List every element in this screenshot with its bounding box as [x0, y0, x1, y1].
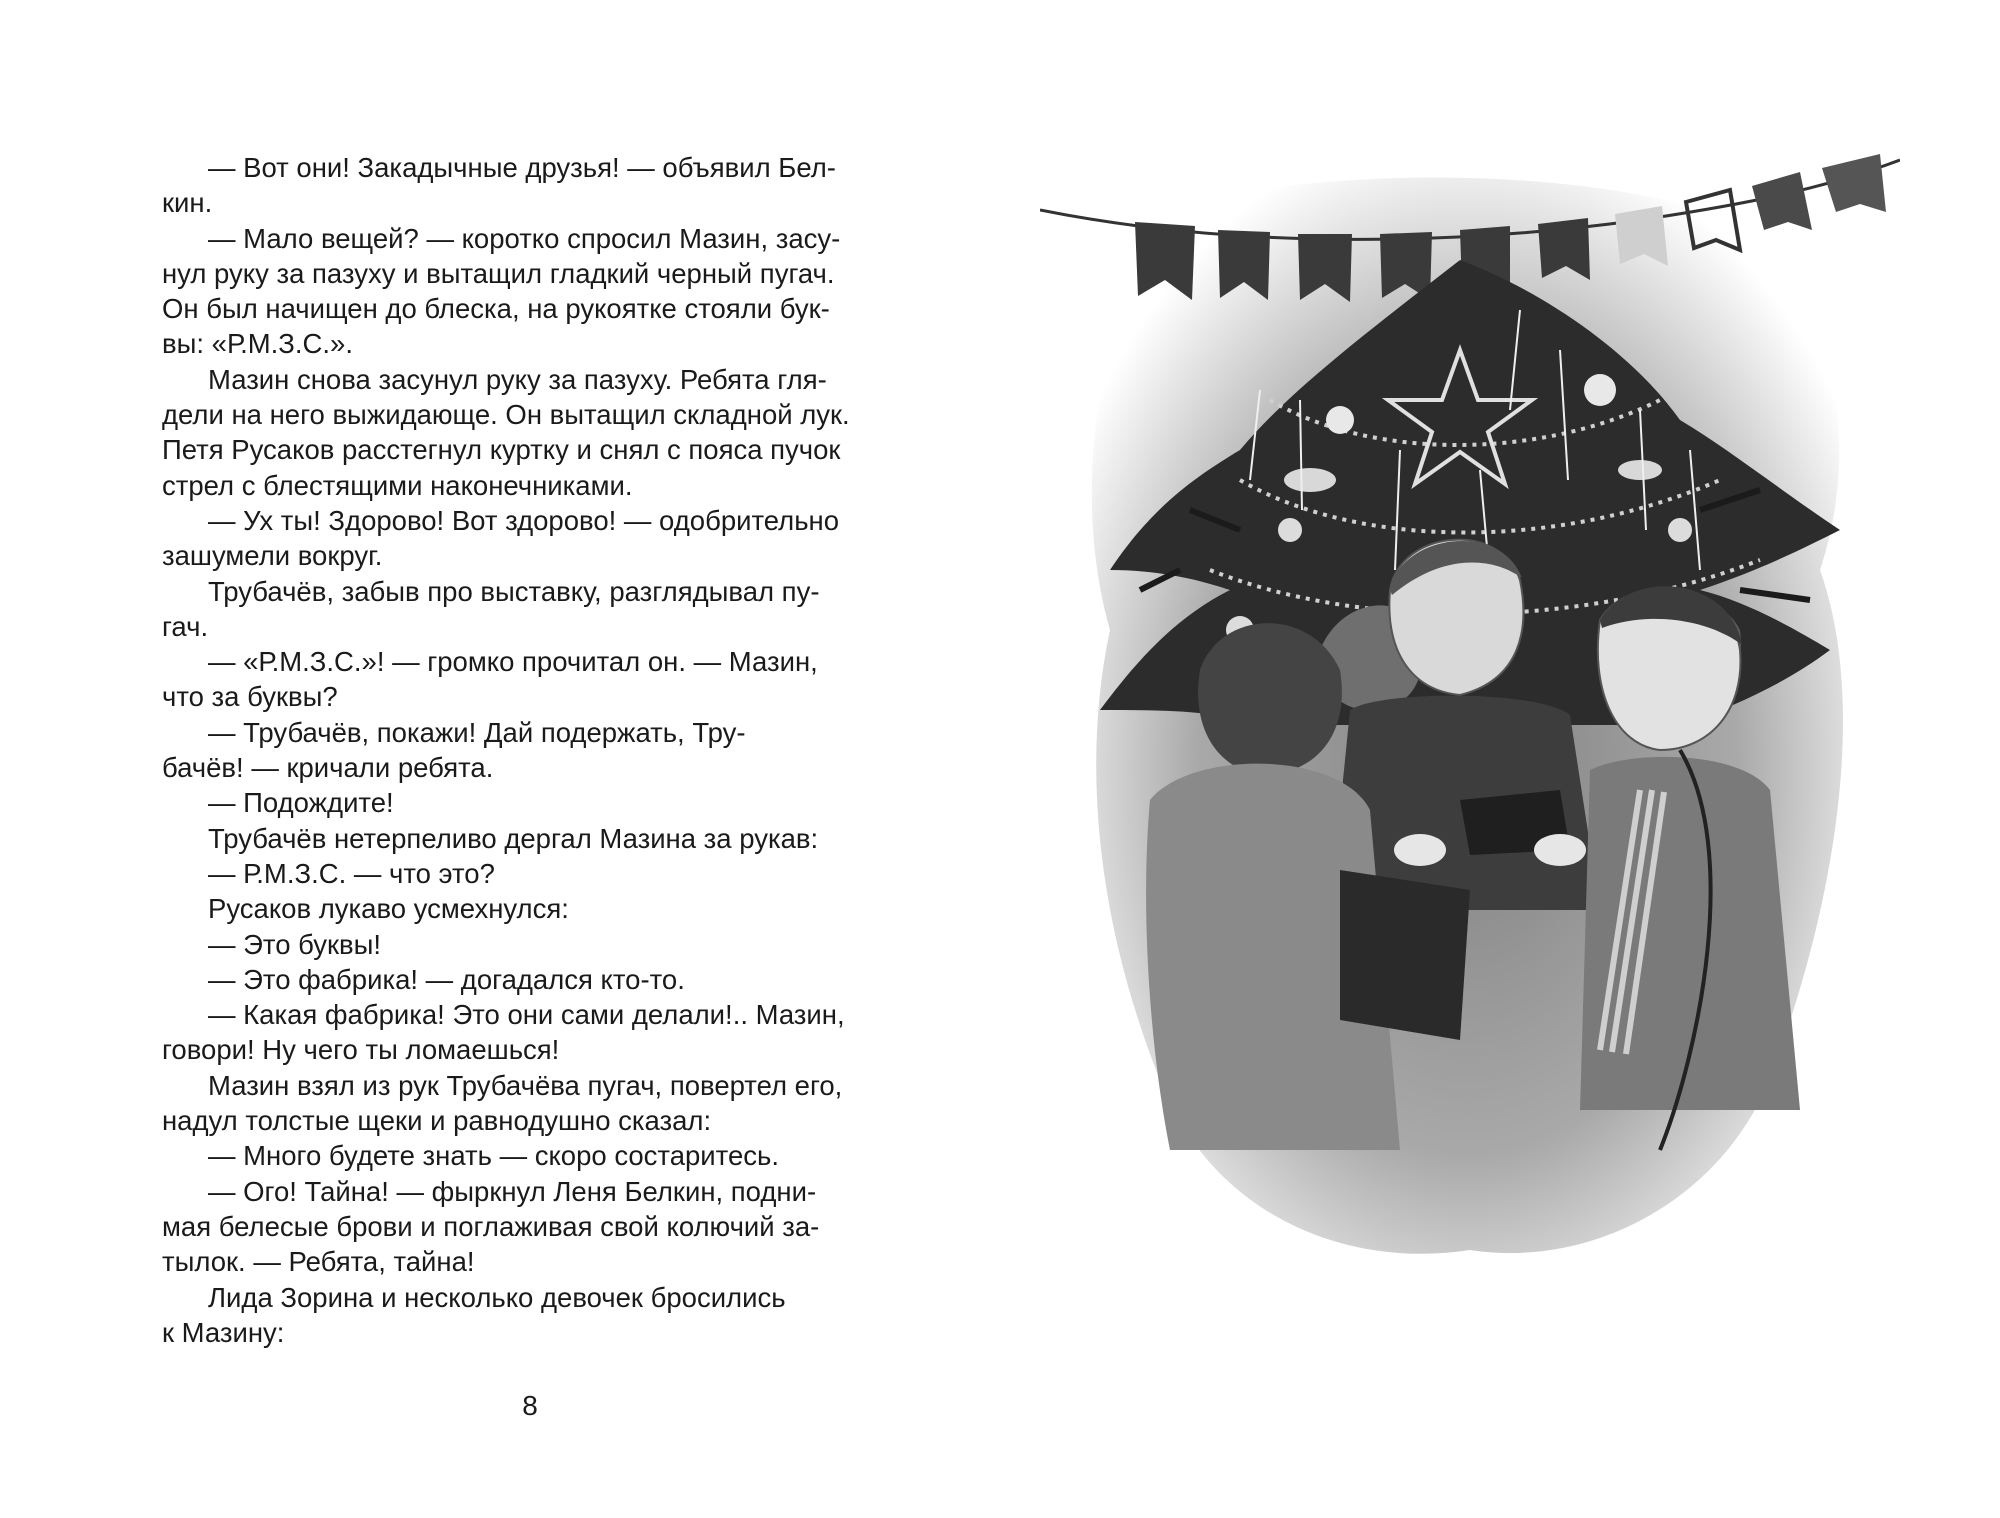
text-line: — Ух ты! Здорово! Вот здорово! — одобрительно: [208, 504, 839, 536]
text-line: нул руку за пазуху и вытащил гладкий черный пугач.: [162, 257, 835, 289]
text-line: вы: «Р.М.З.С.».: [162, 328, 353, 360]
text-line: — Ого! Тайна! — фыркнул Леня Белкин, подни-: [208, 1175, 817, 1207]
illustration-drawing: [1040, 150, 1900, 1350]
text-line: — Трубачёв, покажи! Дай подержать, Тру-: [208, 716, 746, 748]
text-line: Лида Зорина и несколько девочек бросились: [208, 1281, 786, 1313]
text-line: Петя Русаков расстегнул куртку и снял с пояса пучок: [162, 434, 841, 466]
text-line: Русаков лукаво усмехнулся:: [208, 893, 569, 925]
text-line: мая белесые брови и поглаживая свой колючий за-: [162, 1210, 820, 1242]
text-line: Он был начищен до блеска, на рукоятке стояли бук-: [162, 293, 830, 325]
text-line: стрел с блестящими наконечниками.: [162, 469, 633, 501]
text-line: — Вот они! Закадычные друзья! — объявил Бел-: [208, 152, 836, 183]
book-page-text: [162, 150, 892, 1350]
text-line: что за буквы?: [162, 681, 338, 713]
text-line: — Какая фабрика! Это они сами делали!.. Мазин,: [208, 999, 845, 1031]
text-line: Мазин снова засунул руку за пазуху. Ребята гля-: [208, 363, 827, 395]
text-line: Мазин взял из рук Трубачёва пугач, повертел его,: [208, 1069, 843, 1101]
text-line: Трубачёв, забыв про выставку, разглядывал пу-: [208, 575, 820, 607]
text-line: тылок. — Ребята, тайна!: [162, 1246, 475, 1278]
text-line: — Это буквы!: [208, 928, 382, 960]
text-line: надул толстые щеки и равнодушно сказал:: [162, 1105, 712, 1137]
text-line: — Подождите!: [208, 787, 394, 819]
text-line: — Мало вещей? — коротко спросил Мазин, засу-: [208, 222, 841, 254]
text-line: гач.: [162, 610, 209, 642]
text-line: бачёв! — кричали ребята.: [162, 752, 494, 784]
text-line: кин.: [162, 187, 213, 219]
text-line: — «Р.М.З.С.»! — громко прочитал он. — Мазин,: [208, 646, 818, 678]
text-line: говори! Ну чего ты ломаешься!: [162, 1034, 560, 1066]
text-line: — Много будете знать — скоро состаритесь.: [208, 1140, 779, 1172]
text-line: зашумели вокруг.: [162, 540, 383, 572]
text-line: дели на него выжидающе. Он вытащил складной лук.: [162, 399, 850, 431]
christmas-tree-illustration: [1040, 150, 1900, 1350]
page-number: 8: [522, 1390, 538, 1421]
text-line: — Это фабрика! — догадался кто-то.: [208, 963, 685, 995]
text-line: Трубачёв нетерпеливо дергал Мазина за рукав:: [208, 822, 819, 854]
text-line: к Мазину:: [162, 1316, 285, 1348]
text-line: — Р.М.З.С. — что это?: [208, 857, 495, 889]
